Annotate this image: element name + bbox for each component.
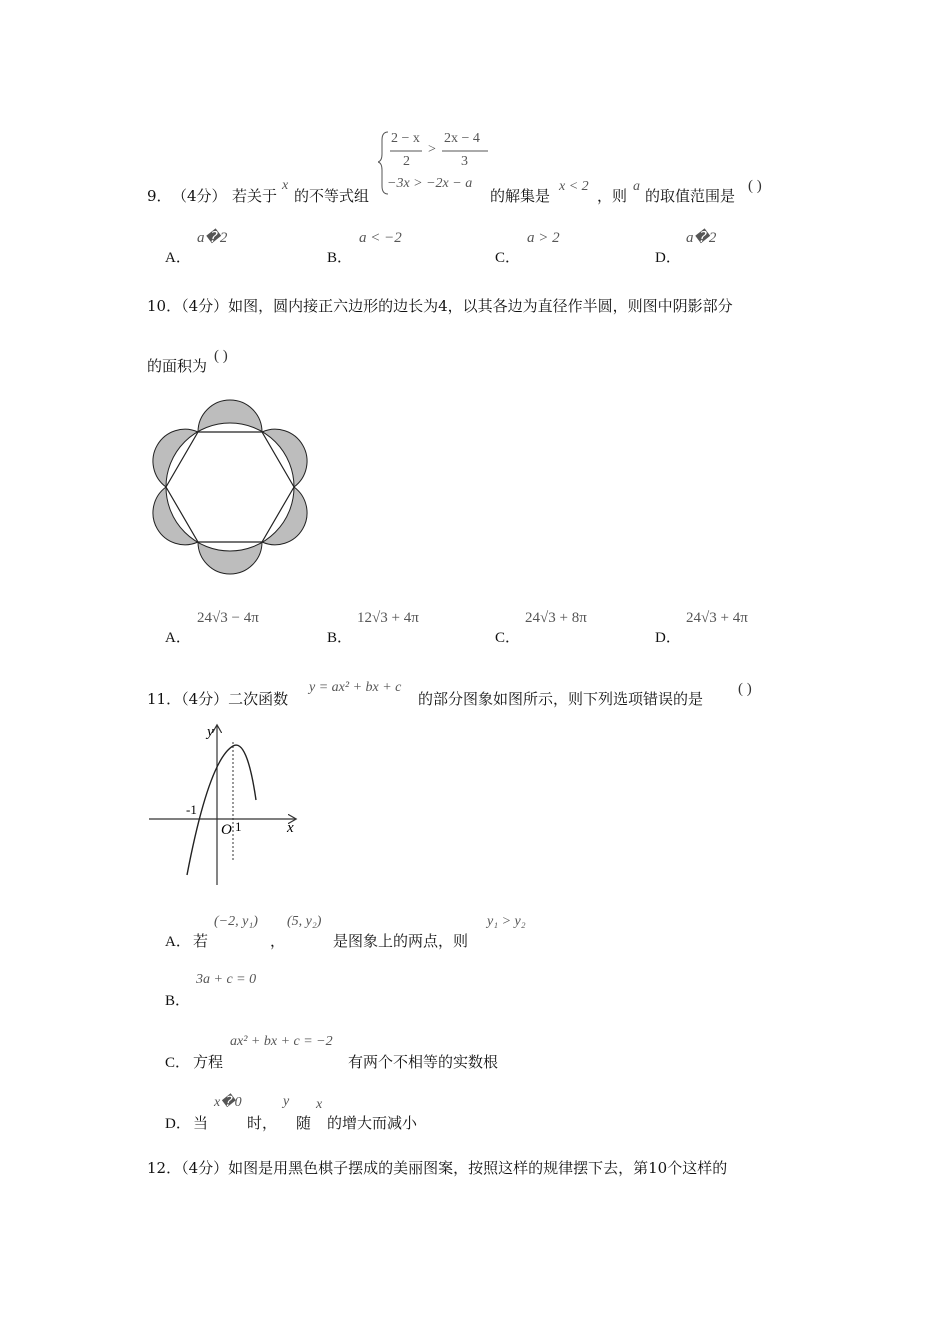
q10-option-b-expr: 12√3 + 4π (357, 610, 419, 626)
q10-option-d-expr: 24√3 + 4π (686, 610, 748, 626)
q11-option-b-label: B． (165, 993, 191, 1009)
q11-option-a-label: A． (165, 934, 191, 950)
q9-score: （4分） (172, 187, 227, 205)
q10-line-1: 10．（4分）如图，圆内接正六边形的边长为4，以其各边为直径作半圆，则图中阴影部分 (147, 297, 733, 315)
q9-condition: x < 2 (559, 179, 589, 194)
q9-text-3: 的解集是 (490, 187, 551, 205)
q9-option-d-label: D． (655, 250, 681, 266)
q9-text-1: 若关于 (232, 187, 278, 205)
tick-1: 1 (235, 819, 242, 834)
q11-option-a-point-2: (5, y₂) (287, 914, 322, 929)
q9-number: 9． (147, 187, 172, 205)
q10-option-d-label: D． (655, 630, 681, 646)
q11-option-d-text-4: 的增大而减小 (327, 1114, 418, 1132)
q10-option-c-expr: 24√3 + 8π (525, 610, 587, 626)
q11-option-d-text-3: 随 (296, 1114, 312, 1132)
q11-option-a-relation: y₁ > y₂ (487, 914, 526, 929)
q10-hexagon-figure (140, 392, 320, 587)
q11-option-a-text-2: 是图象上的两点，则 (333, 932, 469, 950)
q10-answer-paren: ( ) (214, 348, 228, 364)
q11-option-a-text-1: 若 (193, 932, 209, 950)
q11-option-d-label: D． (165, 1116, 191, 1132)
q9-text-5: 的取值范围是 (645, 187, 736, 205)
q11-option-b-expr: 3a + c = 0 (196, 972, 257, 987)
q11-text-2: 的部分图象如图所示，则下列选项错误的是 (418, 690, 704, 708)
q10-option-b-label: B． (327, 630, 353, 646)
q10-option-a-expr: 24√3 − 4π (197, 610, 259, 626)
x-axis-label: x (287, 820, 294, 836)
q9-option-b-label: B． (327, 250, 353, 266)
q9-option-a-expr: a�2 (197, 230, 228, 246)
y-axis-label: y (207, 724, 214, 740)
q11-option-d-var-y: y (283, 1094, 290, 1109)
q11-option-c-label: C． (165, 1055, 191, 1071)
origin-label: O (221, 822, 232, 838)
q11-answer-paren: ( ) (738, 681, 752, 697)
q9-option-c-expr: a > 2 (527, 230, 560, 246)
q11-parabola-graph (145, 720, 310, 890)
q9-text-2: 的不等式组 (294, 187, 370, 205)
q9-option-a-label: A． (165, 250, 191, 266)
q9-system-bottom: −3x > −2x − a (387, 176, 473, 191)
q11-option-c-expr: ax² + bx + c = −2 (230, 1034, 333, 1049)
q10-option-c-label: C． (495, 630, 521, 646)
q9-var-x: x (282, 178, 289, 193)
q9-frac-right-den: 3 (461, 154, 468, 169)
parabola-curve (187, 745, 256, 875)
q11-text-1: 11．（4分）二次函数 (147, 690, 289, 708)
q11-option-d-text-1: 当 (193, 1114, 209, 1132)
q9-answer-paren: ( ) (748, 178, 762, 194)
q11-option-c-text-1: 方程 (193, 1053, 224, 1071)
q9-option-d-expr: a�2 (686, 230, 717, 246)
q11-option-a-comma: ， (270, 932, 286, 950)
q9-frac-left-num: 2 − x (391, 131, 420, 146)
q10-line-2: 的面积为 (147, 357, 208, 375)
q10-option-a-label: A． (165, 630, 191, 646)
q11-option-d-text-2: 时， (247, 1114, 278, 1132)
q12-line-1: 12．（4分）如图是用黑色棋子摆成的美丽图案，按照这样的规律摆下去，第10个这样的 (147, 1159, 728, 1177)
q11-option-c-text-2: 有两个不相等的实数根 (348, 1053, 499, 1071)
q9-frac-right-num: 2x − 4 (444, 131, 480, 146)
q11-function: y = ax² + bx + c (309, 680, 402, 695)
q9-option-b-expr: a < −2 (359, 230, 402, 246)
q11-option-d-condition: x�0 (214, 1095, 242, 1110)
q11-option-a-point-1: (−2, y₁) (214, 914, 258, 929)
q9-option-c-label: C． (495, 250, 521, 266)
q11-option-d-var-x: x (316, 1097, 323, 1112)
q9-frac-left-den: 2 (403, 154, 410, 169)
q9-var-a: a (633, 179, 640, 194)
tick-neg-1: -1 (186, 802, 197, 817)
q9-text-4: ，则 (597, 187, 628, 205)
q9-gt-sign: > (428, 142, 436, 157)
